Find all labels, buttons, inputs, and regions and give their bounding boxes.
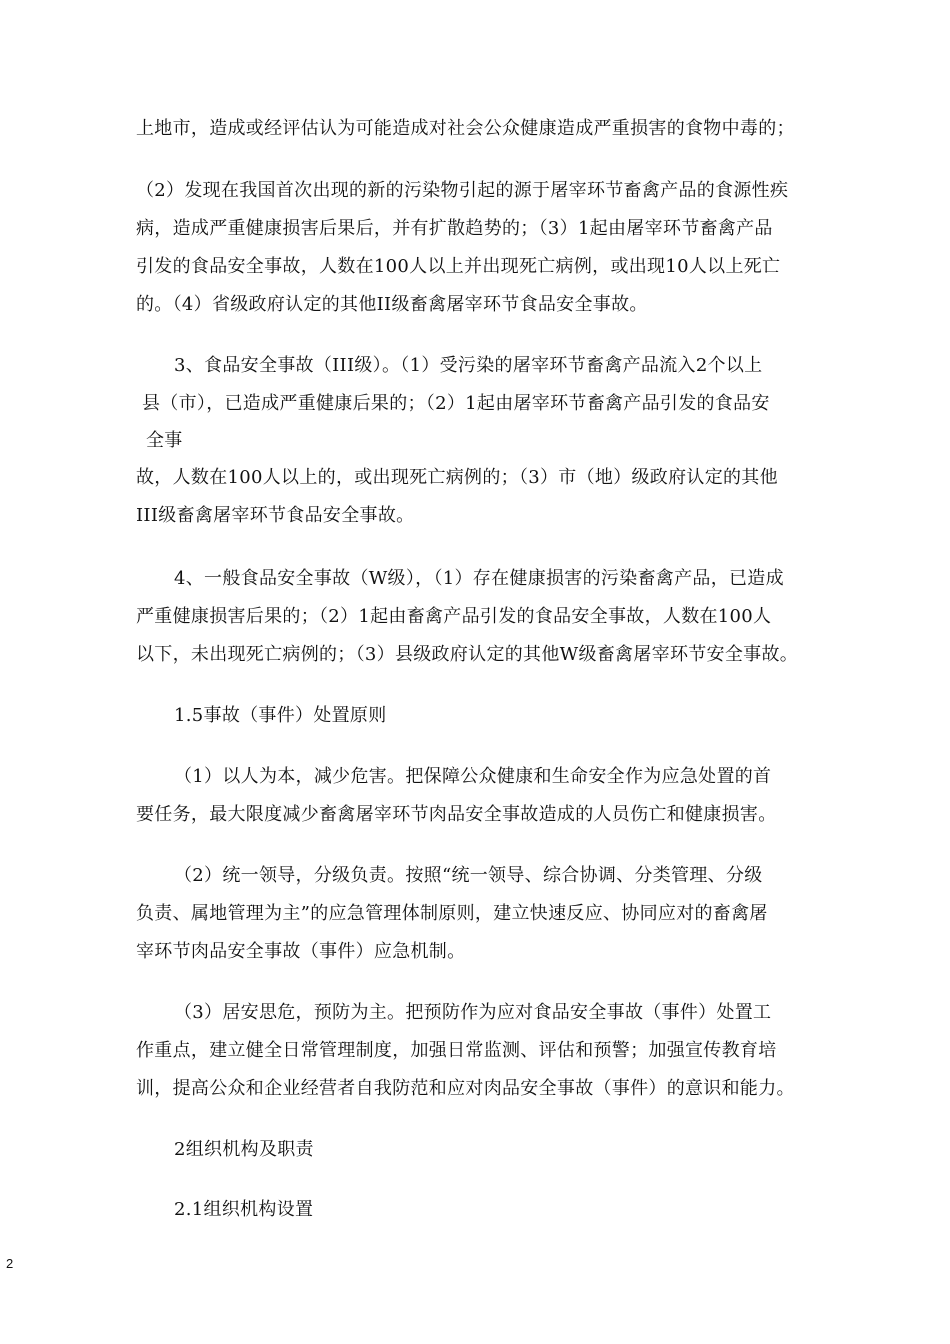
text-line: 全事 (146, 430, 183, 451)
text-line: （2）统一领导，分级负责。按照“统一领导、综合协调、分类管理、分级 (174, 865, 763, 886)
text-line: 病，造成严重健康损害后果后，并有扩散趋势的；（3）1起由屠宰环节畜禽产品 (136, 218, 773, 239)
section-heading: 2组织机构及职责 (174, 1139, 314, 1160)
text-line: 故，人数在100人以上的，或出现死亡病例的；（3）市（地）级政府认定的其他 (136, 467, 778, 488)
text-line: （2）发现在我国首次出现的新的污染物引起的源于屠宰环节畜禽产品的食源性疾 (136, 180, 789, 201)
text-line: （3）居安思危，预防为主。把预防作为应对食品安全事故（事件）处置工 (174, 1002, 772, 1023)
text-line: （1）以人为本，减少危害。把保障公众健康和生命安全作为应急处置的首 (174, 766, 772, 787)
subsection-heading: 2.1组织机构设置 (174, 1199, 314, 1220)
text-line: 3、食品安全事故（III级）。（1）受污染的屠宰环节畜禽产品流入2个以上 (174, 355, 763, 376)
text-line: III级畜禽屠宰环节食品安全事故。 (136, 505, 415, 526)
section-heading: 1.5事故（事件）处置原则 (174, 705, 387, 726)
text-line: 训，提高公众和企业经营者自我防范和应对肉品安全事故（事件）的意识和能力。 (136, 1078, 795, 1099)
text-line: 的。（4）省级政府认定的其他II级畜禽屠宰环节食品安全事故。 (136, 294, 648, 315)
text-line: 引发的食品安全事故，人数在100人以上并出现死亡病例，或出现10人以上死亡 (136, 256, 781, 277)
text-line: 4、一般食品安全事故（W级），（1）存在健康损害的污染畜禽产品，已造成 (174, 568, 784, 589)
text-line: 要任务，最大限度减少畜禽屠宰环节肉品安全事故造成的人员伤亡和健康损害。 (136, 804, 777, 825)
text-line: 严重健康损害后果的；（2）1起由畜禽产品引发的食品安全事故，人数在100人 (136, 606, 772, 627)
text-line: 负责、属地管理为主”的应急管理体制原则，建立快速反应、协同应对的畜禽屠 (136, 903, 768, 924)
text-line: 上地市，造成或经评估认为可能造成对社会公众健康造成严重损害的食物中毒的； (136, 118, 795, 139)
text-line: 作重点，建立健全日常管理制度，加强日常监测、评估和预警；加强宣传教育培 (136, 1040, 777, 1061)
text-line: 县（市），已造成严重健康后果的；（2）1起由屠宰环节畜禽产品引发的食品安 (142, 393, 770, 414)
text-line: 宰环节肉品安全事故（事件）应急机制。 (136, 941, 466, 962)
text-line: 以下，未出现死亡病例的；（3）县级政府认定的其他W级畜禽屠宰环节安全事故。 (136, 644, 799, 665)
page-number: 2 (6, 1256, 14, 1271)
